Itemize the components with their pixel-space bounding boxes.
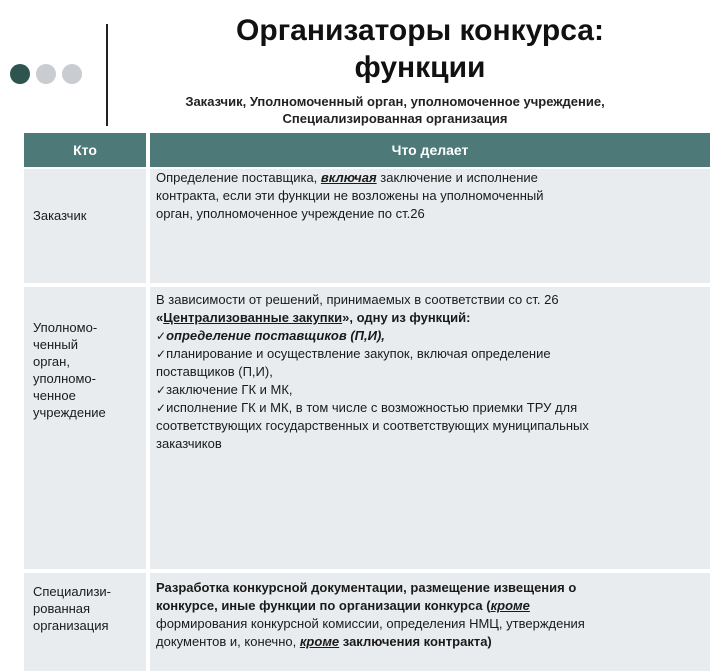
text-line: рованная — [33, 601, 91, 616]
row-who — [24, 319, 142, 421]
row-what — [150, 579, 706, 651]
text-line: формирования конкурсной комиссии, определения НМЦ, утверждения — [156, 616, 585, 631]
header-what: Что делает — [150, 133, 710, 167]
check-icon: ✓ — [156, 347, 167, 361]
text-line: организация — [33, 618, 109, 633]
text-span: документов и, конечно, — [156, 634, 300, 649]
emphasis-text: определение поставщиков (П,И), — [166, 328, 385, 343]
text-line: уполномо- — [33, 371, 96, 386]
text-line — [156, 327, 706, 345]
text-span: заключения контракта) — [339, 634, 492, 649]
text-line: заказчиков — [156, 436, 222, 451]
text-line: ченный — [33, 337, 78, 352]
header-who: Кто — [24, 133, 146, 167]
dot-dark — [10, 64, 30, 84]
vertical-divider — [106, 24, 108, 126]
text-line — [156, 381, 706, 399]
text-line: орган, — [33, 354, 70, 369]
row-who — [24, 583, 142, 634]
emphasis-text: включая — [320, 170, 377, 185]
check-icon: ✓ — [156, 383, 167, 397]
text-span: конкурсе, иные функции по организации конкурса ( — [156, 598, 491, 613]
text-span: « — [156, 310, 164, 325]
row-what — [150, 169, 706, 223]
text-line — [156, 399, 706, 417]
text-span: исполнение ГК и МК, в том числе с возможностью приемки ТРУ для — [166, 400, 578, 415]
slide-title — [120, 12, 720, 86]
table-row — [24, 287, 710, 569]
title-line-1: Организаторы конкурса: — [236, 14, 604, 47]
text-line — [156, 345, 706, 363]
text-span: Определение поставщика, — [156, 170, 321, 185]
row-who: Заказчик — [33, 208, 87, 223]
table-row — [24, 169, 710, 283]
check-icon: ✓ — [156, 401, 167, 415]
text-span: планирование и осуществление закупок, включая определение — [166, 346, 551, 361]
emphasis-text: кроме — [299, 634, 340, 649]
text-line: Специализи- — [33, 584, 111, 599]
slide-subtitle — [120, 93, 670, 127]
text-line: ченное — [33, 388, 76, 403]
text-line — [156, 169, 706, 187]
row-what — [150, 291, 706, 453]
emphasis-text: Централизованные закупки — [163, 310, 343, 325]
table-row — [24, 573, 710, 671]
subtitle-line-1: Заказчик, Уполномоченный орган, уполномоченное учреждение, — [185, 94, 605, 109]
text-span: заключение и исполнение — [376, 170, 538, 185]
text-line: соответствующих государственных и соответствующих муниципальных — [156, 418, 589, 433]
text-line — [156, 633, 706, 651]
text-line: Разработка конкурсной документации, размещение извещения о — [156, 580, 577, 595]
text-line: учреждение — [33, 405, 106, 420]
subtitle-line-2: Специализированная организация — [282, 111, 508, 126]
text-span: », одну из функций: — [342, 310, 471, 325]
title-line-2: функции — [354, 51, 486, 84]
text-span: заключение ГК и МК, — [166, 382, 293, 397]
dot-light — [36, 64, 56, 84]
emphasis-text: кроме — [490, 598, 530, 613]
text-line — [156, 597, 706, 615]
text-line: В зависимости от решений, принимаемых в соответствии со ст. 26 — [156, 292, 559, 307]
text-line: Уполномо- — [33, 320, 98, 335]
text-line: поставщиков (П,И), — [156, 364, 273, 379]
text-line — [156, 309, 706, 327]
dot-light — [62, 64, 82, 84]
check-icon: ✓ — [156, 329, 167, 343]
text-line: орган, уполномоченное учреждение по ст.26 — [156, 206, 425, 221]
text-line: контракта, если эти функции не возложены на уполномоченный — [156, 188, 544, 203]
